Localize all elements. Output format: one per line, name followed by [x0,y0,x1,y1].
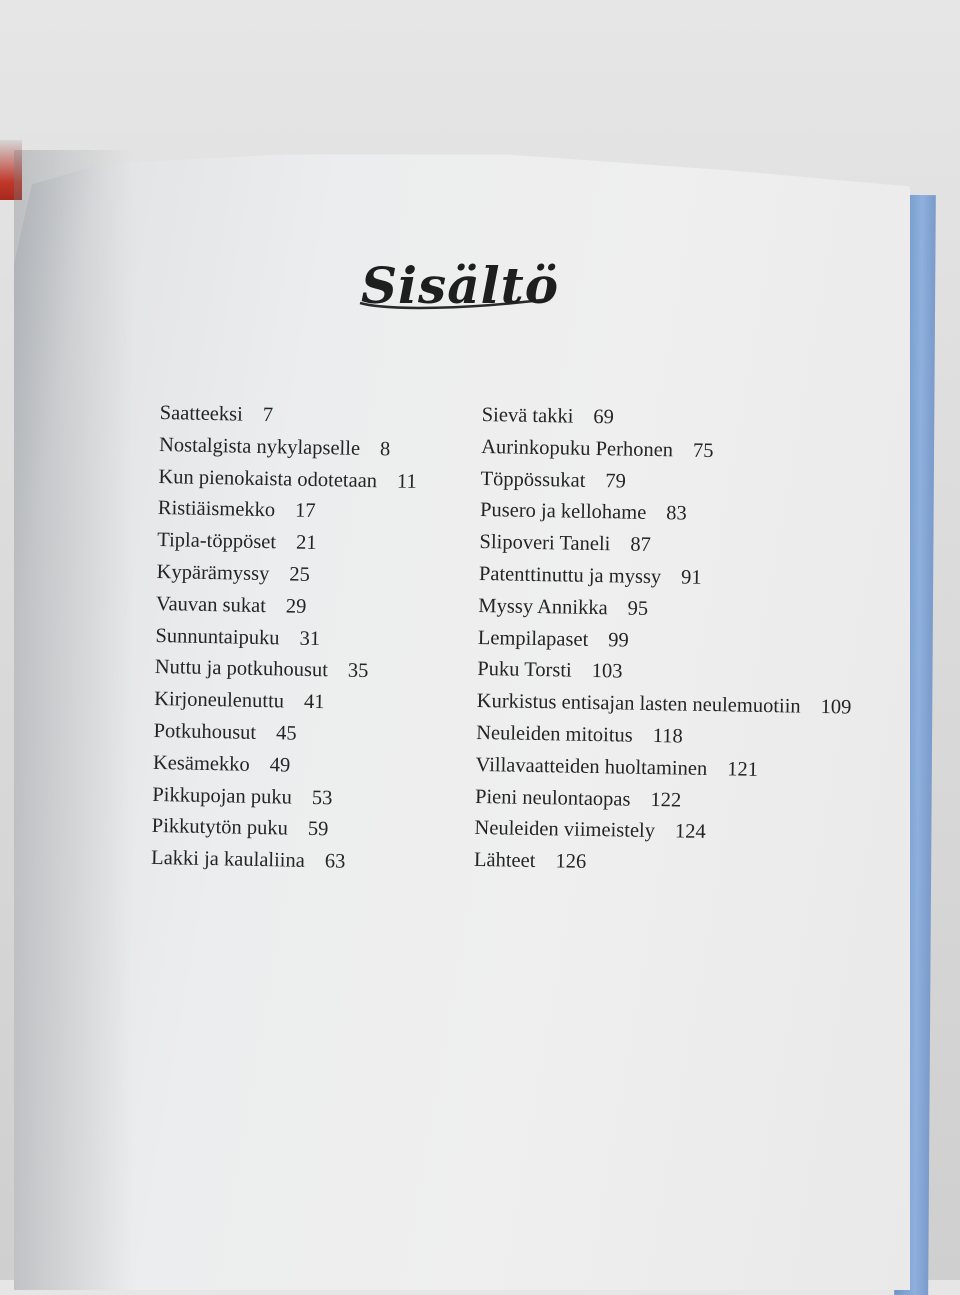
toc-entry-page: 79 [605,469,627,493]
toc-entry [151,811,410,848]
toc-entry-title: Potkuhousut [153,719,257,744]
toc-entry-page: 41 [303,690,325,714]
toc-entry-page: 49 [269,753,291,777]
toc-entry [474,845,849,883]
toc-entry-title: Vauvan sukat [155,592,267,617]
toc-entry-page: 83 [666,502,687,525]
toc-entry-title: Töppössukat [480,467,586,492]
toc-entry-page: 118 [652,725,683,748]
toc-entry-page: 7 [262,403,274,427]
toc-entry [153,716,412,753]
toc-entry [158,493,417,530]
toc-entry [155,652,414,689]
toc-entry-page: 53 [311,786,333,809]
toc-entry-page: 99 [608,628,629,652]
toc-entry [158,462,417,499]
heading-title: Sisältö [360,255,560,315]
toc-entry-title: Tipla-töppöset [157,529,277,554]
toc-entry-title: Myssy Annikka [478,594,608,620]
toc-entry-title: Kurkistus entisajan lasten neulemuotiin [476,690,801,718]
toc-entry-page: 91 [680,566,702,589]
toc-entry [154,684,413,721]
toc-entry [159,430,418,467]
toc-entry-page: 126 [555,850,587,874]
toc-entry [153,748,412,785]
toc-entry-page: 95 [627,597,649,620]
toc-entry-page: 87 [630,533,652,557]
toc-entry-page: 21 [295,531,317,555]
toc-entry-title: Aurinkopuku Perhonen [480,435,674,462]
toc-entry-title: Pikkupojan puku [152,783,293,809]
toc-right-column [474,400,857,883]
toc-entry-title: Kun pienokaista odotetaan [158,465,378,492]
toc-entry-title: Kesämekko [152,751,250,776]
toc-entry-title: Sunnuntaipuku [155,624,280,649]
book-cover-red-corner [0,140,22,200]
toc-entry [159,398,418,435]
toc-entry-page: 8 [379,438,391,461]
toc-entry-page: 124 [674,820,706,844]
toc-entry-title: Nostalgista nykylapselle [158,433,361,460]
toc-entry-page: 17 [294,500,316,523]
toc-entry [151,843,410,880]
toc-entry-title: Neuleiden viimeistely [474,817,656,843]
toc-entry-title: Pieni neulontaopas [474,785,631,811]
toc-entry-page: 121 [727,758,759,781]
toc-entry-title: Ristiäismekko [157,497,276,522]
toc-entry-page: 35 [347,660,369,683]
toc-entry [156,589,415,626]
toc-entry-page: 109 [820,696,852,719]
toc-entry-page: 63 [324,850,346,873]
toc-entry [155,621,414,658]
toc-entry-page: 25 [289,563,311,586]
toc-entry-title: Lähteet [473,849,536,873]
toc-entry-page: 69 [593,405,615,429]
toc-entry-title: Pikkutytön puku [151,815,289,840]
toc-entry-title: Nuttu ja potkuhousut [154,656,329,682]
toc-entry-title: Puku Torsti [477,658,572,682]
toc-entry-title: Lakki ja kaulaliina [150,847,306,873]
toc-entry-page: 75 [692,439,714,462]
page-heading [300,245,620,325]
toc-entry-page: 122 [650,788,682,812]
toc-entry-title: Villavaatteiden huoltaminen [475,753,708,780]
toc-entry-title: Saatteeksi [159,401,244,426]
toc-entry-title: Kypärämyssy [156,560,270,586]
toc-entry-title: Pusero ja kellohame [479,499,647,525]
toc-left-column [151,398,418,880]
toc-entry-title: Neuleiden mitoitus [475,721,633,747]
toc-entry-title: Patenttinuttu ja myssy [478,562,662,589]
toc-entry-page: 29 [285,595,307,618]
toc-entry [156,557,415,594]
toc-entry-title: Lempilapaset [477,626,589,651]
toc-entry-page: 45 [275,722,297,745]
toc-entry-title: Kirjoneulenuttu [154,688,285,713]
toc-entry-page: 11 [396,470,418,493]
toc-entry [157,525,416,562]
toc-entry-page: 103 [591,660,623,683]
toc-entry-title: Slipoveri Taneli [479,531,611,556]
toc-entry-page: 31 [299,627,321,650]
toc-entry-title: Sievä takki [481,403,574,428]
toc-entry [152,779,411,816]
toc-entry-page: 59 [307,818,329,841]
